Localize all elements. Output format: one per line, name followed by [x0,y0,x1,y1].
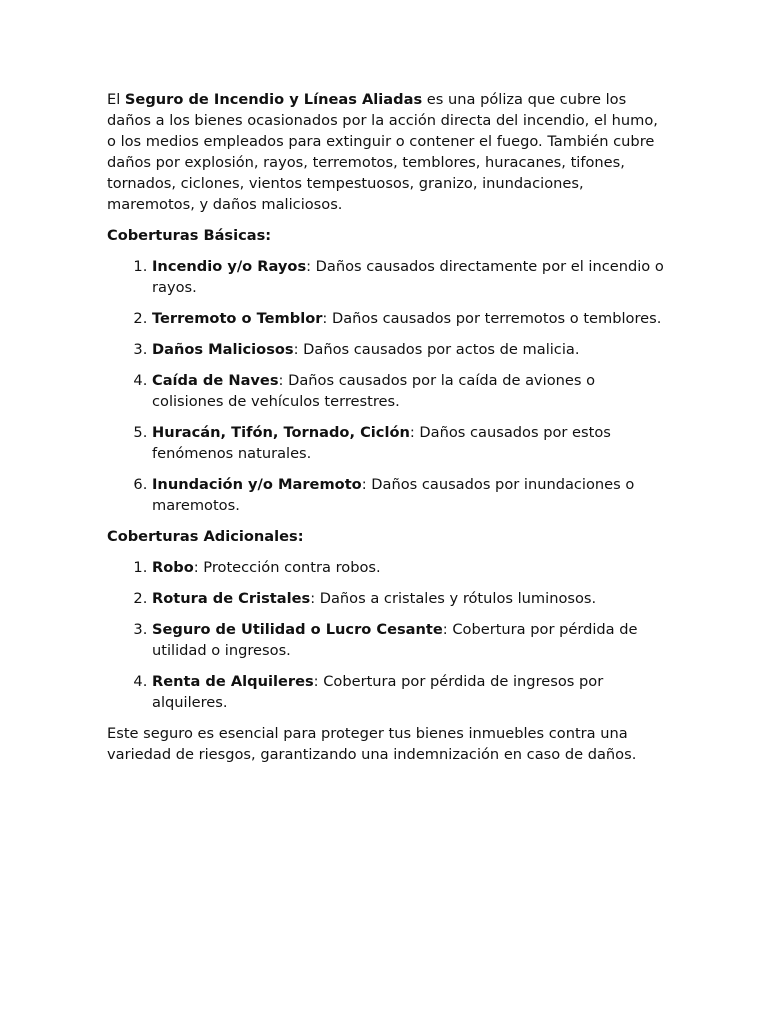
coverage-desc: : Daños causados por terremotos o temblores. [322,310,662,327]
coverage-title: Renta de Alquileres [152,673,314,690]
intro-paragraph [107,89,667,215]
basic-coverage-heading: Coberturas Básicas: [107,227,272,244]
closing-paragraph: Este seguro es esencial para proteger tus bienes inmuebles contra una variedad de riesgos, garantizando una indemnización en caso de daños. [107,725,637,763]
coverage-desc: : Daños causados directamente por el incendio o rayos. [152,258,664,296]
list-item [152,370,667,412]
additional-coverage-list [107,557,667,713]
coverage-desc: : Daños causados por inundaciones o maremotos. [152,476,635,514]
coverage-title: Daños Maliciosos [152,341,294,358]
coverage-title: Caída de Naves [152,372,279,389]
list-item [152,308,667,329]
list-item [152,557,667,578]
policy-name: Seguro de Incendio y Líneas Aliadas [124,91,423,108]
list-item [152,422,667,464]
list-item [152,339,667,360]
basic-coverage-list [107,256,667,516]
coverage-title: Terremoto o Temblor [152,310,323,327]
coverage-desc: : Daños causados por actos de malicia. [293,341,580,358]
list-item [152,619,667,661]
coverage-title: Huracán, Tifón, Tornado, Ciclón [152,424,410,441]
coverage-title: Rotura de Cristales [152,590,311,607]
coverage-title: Seguro de Utilidad o Lucro Cesante [152,621,443,638]
coverage-desc: : Cobertura por pérdida de ingresos por alquileres. [152,673,604,711]
list-item [152,588,667,609]
additional-coverage-heading: Coberturas Adicionales: [107,528,304,545]
coverage-title: Robo [152,559,194,576]
coverage-desc: : Cobertura por pérdida de utilidad o ingresos. [152,621,638,659]
list-item [152,474,667,516]
coverage-desc: : Protección contra robos. [193,559,381,576]
intro-text: es una póliza que cubre los daños a los bienes ocasionados por la acción directa del incendio, el humo, o los medios empleados para extinguir o contener el fuego. También cubre daños por explosión, rayos, terremotos, temblores, huracanes, tifones, tornados, ciclones, vientos tempestuosos, granizo, inundaciones, maremotos, y daños maliciosos. [107,91,658,213]
coverage-desc: : Daños a cristales y rótulos luminosos. [310,590,597,607]
intro-prefix: El [107,91,125,108]
list-item [152,256,667,298]
coverage-title: Incendio y/o Rayos [152,258,307,275]
list-item [152,671,667,713]
coverage-title: Inundación y/o Maremoto [152,476,362,493]
coverage-desc: : Daños causados por estos fenómenos naturales. [152,424,611,462]
document-body [107,89,667,775]
coverage-desc: : Daños causados por la caída de aviones o colisiones de vehículos terrestres. [152,372,596,410]
